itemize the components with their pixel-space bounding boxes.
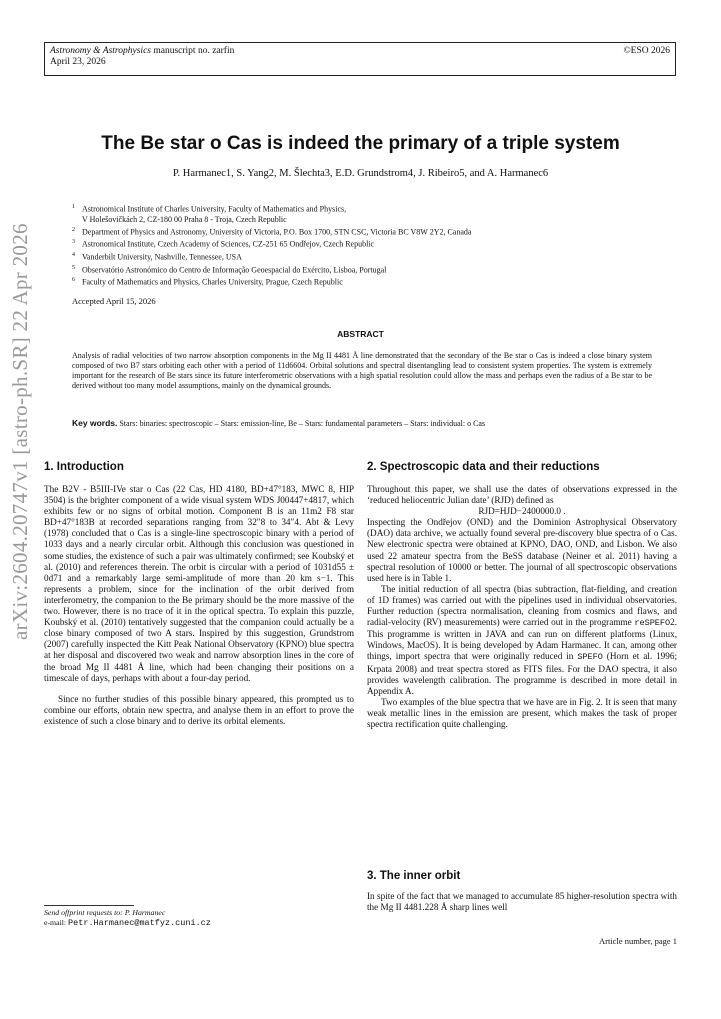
copyright: ©ESO 2026 <box>623 46 670 56</box>
respefo-code: reSPEFO <box>634 618 671 629</box>
keywords <box>72 418 672 428</box>
abstract-text: Analysis of radial velocities of two narrow absorption components in the Mg II 4481 Å line demonstrated that the secondary of the Be star o Cas is indeed a close binary system composed of two B7 stars orbiting each other with a period of 11d6604. Orbital solutions and spectral disentangling lead to consistent system properties. The system is extremely important for the research of Be stars since its future interferometric observations with a high spatial resolution could allow the mass and perhaps even the radius of a Be star to be derived without too many model assumptions, mainly on the dynamical grounds. <box>72 351 652 390</box>
header-box <box>44 42 676 76</box>
affiliation-6: $^6$ Faculty of Mathematics and Physics, Charles University, Prague, Czech Republic <box>72 277 343 287</box>
footnote <box>44 908 211 928</box>
accepted-date: Accepted April 15, 2026 <box>72 296 156 306</box>
intro-paragraph-2: Since no further studies of this possible binary appeared, this prompted us to combine our efforts, obtain new spectra, and analyse them in an effort to prove the existence of such a close binary and to derive its orbital elements. <box>44 693 354 726</box>
inner-orbit-paragraph: In spite of the fact that we managed to accumulate 85 higher-resolution spectra with the Mg II 4481.228 Å sharp lines well <box>367 891 677 913</box>
rjd-equation: RJD=HJD−2400000.0 . <box>478 506 566 517</box>
column-right <box>367 484 677 730</box>
data-paragraph-4: Two examples of the blue spectra that we have are in Fig. 2. It is seen that many weak metallic lines in the emission are present, which makes the task of proper spectra rectification quite challenging. <box>367 696 677 729</box>
manuscript-id: manuscript no. zarfin <box>153 46 235 56</box>
section-3-title: 3. The inner orbit <box>367 870 461 882</box>
header-left <box>50 46 670 68</box>
keywords-label: Key words. <box>72 418 118 428</box>
affiliation-5: $^5$ Observatório Astronómico do Centro de Informação Geoespacial do Exército, Lisboa, Portugal <box>72 264 387 275</box>
arxiv-stamp[interactable]: arXiv:2604.20747v1 [astro-ph.SR] 22 Apr 2026 <box>8 223 32 640</box>
page-footer: Article number, page 1 <box>598 936 677 946</box>
affiliation-2: $^2$ Department of Physics and Astronomy, University of Victoria, P.O. Box 1700, STN CSC, Victoria BC V8W 2Y2, Canada <box>72 226 472 237</box>
spefo-code: SPEFO <box>577 652 603 663</box>
paper-title: The Be star o Cas is indeed the primary of a triple system <box>101 133 620 154</box>
abstract-heading: ABSTRACT <box>337 329 384 339</box>
data-paragraph-3: The initial reduction of all spectra (bias subtraction, flat-fielding, and creation of 1D frames) was carried out with the pipelines used in individual observatories. Further reduction (spectra normalisation, cleaning from cosmics and flaws, and radial-velocity (RV) measurements) were carried out in the programme reSPEFO2. This programme is written in JAVA and can run on different platforms (Linux, Windows, MacOS). It is being developed by Adam Harmanec. It can, among other things, import spectra that were originally reduced in SPEFO (Horn et al. 1996; Krpata 2008) and treat spectra stored as FITS files. For the DAO spectra, it also provides wavelength calibration. The programme is described in more detail in Appendix A. <box>367 583 678 696</box>
column-left <box>44 484 354 727</box>
affiliation-1b: V Holešovičkách 2, CZ-180 00 Praha 8 - Troja, Czech Republic <box>82 214 287 224</box>
section-1-title: 1. Introduction <box>44 461 124 473</box>
affiliation-3: $^3$ Astronomical Institute, Czech Academy of Sciences, CZ-251 65 Ondřejov, Czech Republic <box>72 239 375 249</box>
section-2-title: 2. Spectroscopic data and their reductions <box>367 461 600 473</box>
affiliations <box>72 202 672 288</box>
authors: P. Harmanec1, S. Yang2, M. Šlechta3, E.D. Grundstrom4, J. Ribeiro5, and A. Harmanec6 <box>172 168 549 179</box>
header-date: April 23, 2026 <box>50 57 106 67</box>
footnote-rule <box>44 905 134 906</box>
keywords-text: Stars: binaries: spectroscopic – Stars: emission-line, Be – Stars: fundamental parameters – Stars: individual: o Cas <box>119 419 486 428</box>
data-paragraph-1: Throughout this paper, we shall use the dates of observations expressed in the ‘reduced heliocentric Julian date’ (RJD) defined as <box>367 484 677 506</box>
email-link[interactable]: Petr.Harmanec@matfyz.cuni.cz <box>68 917 211 928</box>
intro-paragraph-1: The B2V - B5III-IVe star o Cas (22 Cas, HD 4180, BD+47°183, MWC 8, HIP 3504) is the brighter component of a wide visual system WDS J00447+4817, which exhibits few or no signs of orbital motion. Component B is an 11m2 F8 star BD+47°183B at recorded separations ranging from 32″8 to 34″4. Abt & Levy (1978) concluded that o Cas is a single-line spectroscopic binary with a period of 1033 days and a nearly circular orbit. Although this conclusion was questioned in some studies, the existence of such a pair was ultimately confirmed; see Koubský et al. (2010) and references therein. The orbit is circular with a period of 1031d55 ± 0d71 and a remarkably large semi-amplitude of more than 20 km s−1. This represents a problem, since for the inclination of the orbit derived from interferometry, the companion to the Be primary should be the more massive of the two. However, there is no trace of it in the optical spectra. To explain this puzzle, Koubský et al. (2010) tentatively suggested that the companion could actually be a close binary composed of two A stars. Inspired by this suggestion, Grundstrom (2007) carefully inspected the Kitt Peak National Observatory (KPNO) blue spectra at her disposal and discovered two weak and narrow absorption lines in the core of the broad Mg II 4481 Å line, which had been changing their positions on a timescale of days, perhaps with about a four-day period. <box>44 484 354 683</box>
affiliation-1: $^1$ Astronomical Institute of Charles University, Faculty of Mathematics and Physics, <box>72 204 347 214</box>
data-paragraph-2: Inspecting the Ondřejov (OND) and the Dominion Astrophysical Observatory (DAO) data archive, we actually found several pre-discovery blue spectra of o Cas. New electronic spectra were obtained at KPNO, DAO, OND, and Lisbon. We also used 22 amateur spectra from the BeSS database (Neiner et al. 2011) having a spectral resolution of 10000 or better. The journal of all spectroscopic observations used here is in Table 1. <box>367 517 677 583</box>
offprint-line: Send offprint requests to: P. Harmanec <box>44 908 166 917</box>
journal-name: Astronomy & Astrophysics <box>50 46 151 56</box>
affiliation-4: $^4$ Vanderbilt University, Nashville, Tennessee, USA <box>72 251 242 262</box>
email-line: e-mail: Petr.Harmanec@matfyz.cuni.cz <box>44 917 211 928</box>
